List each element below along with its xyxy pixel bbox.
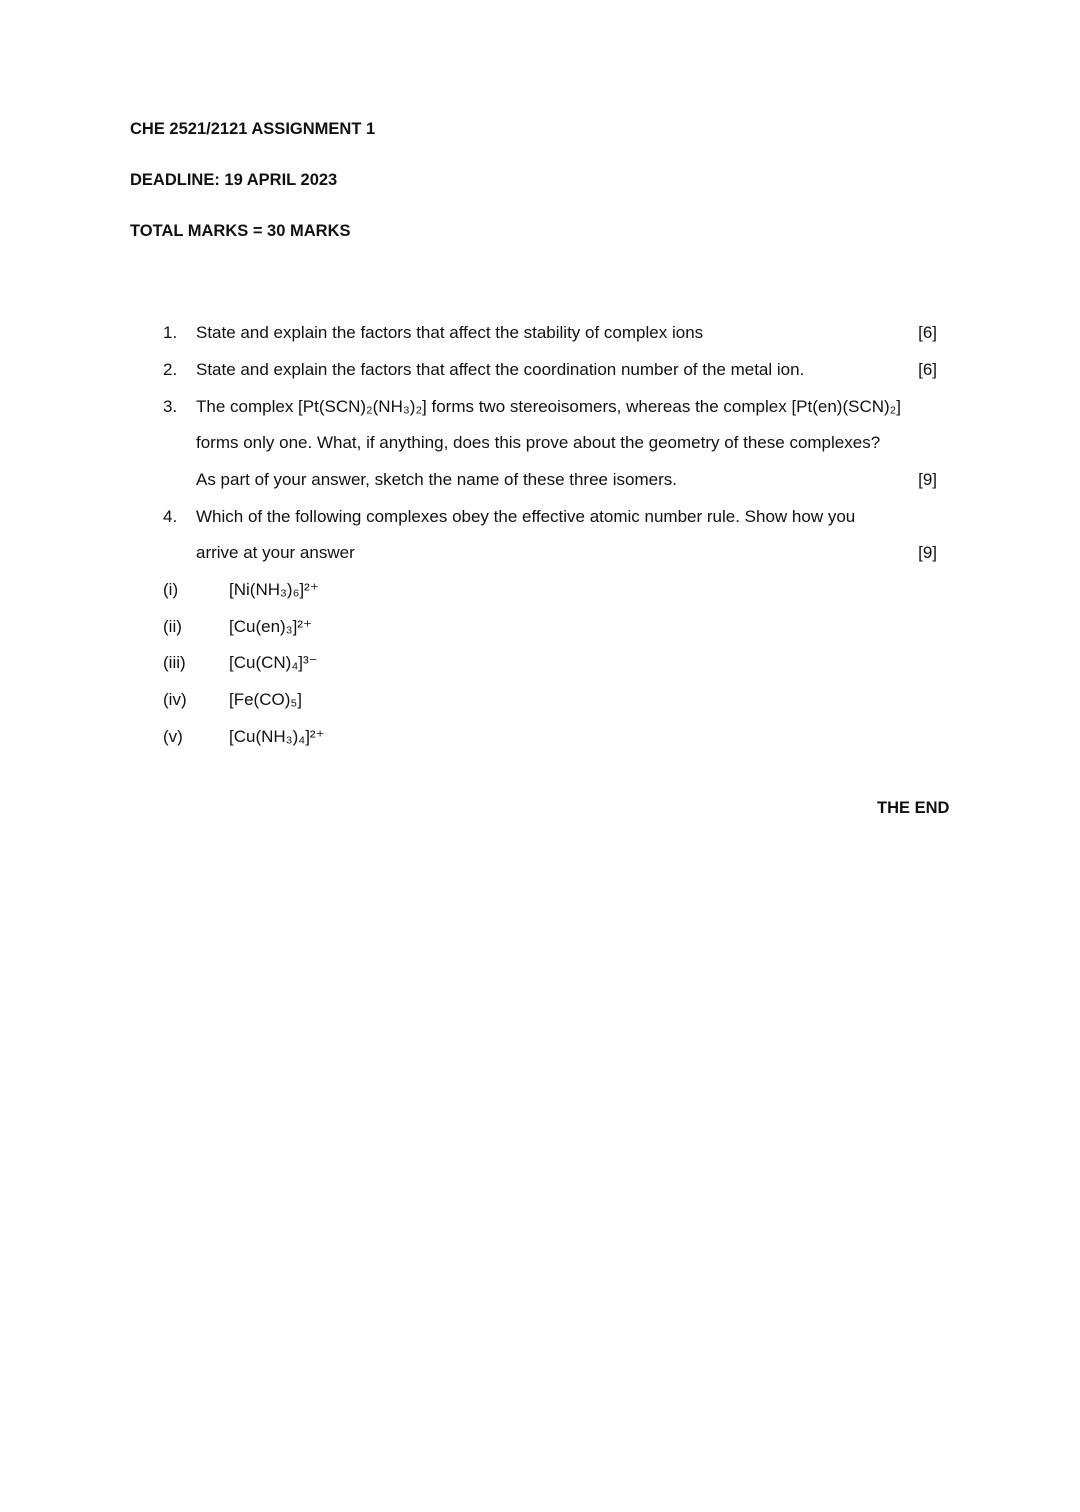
- complex-label: (iv): [163, 690, 187, 709]
- question-marks: [6]: [918, 323, 937, 342]
- assignment-title: CHE 2521/2121 ASSIGNMENT 1: [130, 120, 376, 138]
- complex-label: (iii): [163, 653, 186, 672]
- question-marks: [9]: [918, 543, 937, 562]
- complex-label: (i): [163, 580, 179, 599]
- question-number: 1.: [163, 323, 178, 342]
- complex-formula: [Ni(NH₃)₆]²⁺: [229, 580, 319, 599]
- question-marks: [6]: [918, 360, 937, 379]
- complex-formula: [Cu(NH₃)₄]²⁺: [229, 727, 325, 746]
- complex-formula: [Cu(CN)₄]³⁻: [229, 653, 318, 672]
- question-number: 2.: [163, 360, 178, 379]
- question-text: As part of your answer, sketch the name of these three isomers.: [196, 470, 677, 489]
- complex-label: (v): [163, 727, 183, 746]
- question-text: Which of the following complexes obey the effective atomic number rule. Show how you: [196, 507, 856, 526]
- question-text: arrive at your answer: [196, 543, 355, 562]
- question-text: State and explain the factors that affect the coordination number of the metal ion.: [196, 360, 805, 379]
- question-text: The complex [Pt(SCN)₂(NH₃)₂] forms two stereoisomers, whereas the complex [Pt(en)(SCN)₂]: [196, 397, 902, 416]
- question-marks: [9]: [918, 470, 937, 489]
- question-text: forms only one. What, if anything, does this prove about the geometry of these complexes?: [196, 433, 881, 452]
- deadline: DEADLINE: 19 APRIL 2023: [130, 171, 338, 189]
- question-number: 4.: [163, 507, 178, 526]
- complex-formula: [Fe(CO)₅]: [229, 690, 302, 709]
- complex-label: (ii): [163, 617, 182, 636]
- total-marks: TOTAL MARKS = 30 MARKS: [130, 222, 351, 240]
- question-number: 3.: [163, 397, 178, 416]
- the-end-footer: THE END: [877, 799, 950, 817]
- question-text: State and explain the factors that affect the stability of complex ions: [196, 323, 704, 342]
- complex-formula: [Cu(en)₃]²⁺: [229, 617, 312, 636]
